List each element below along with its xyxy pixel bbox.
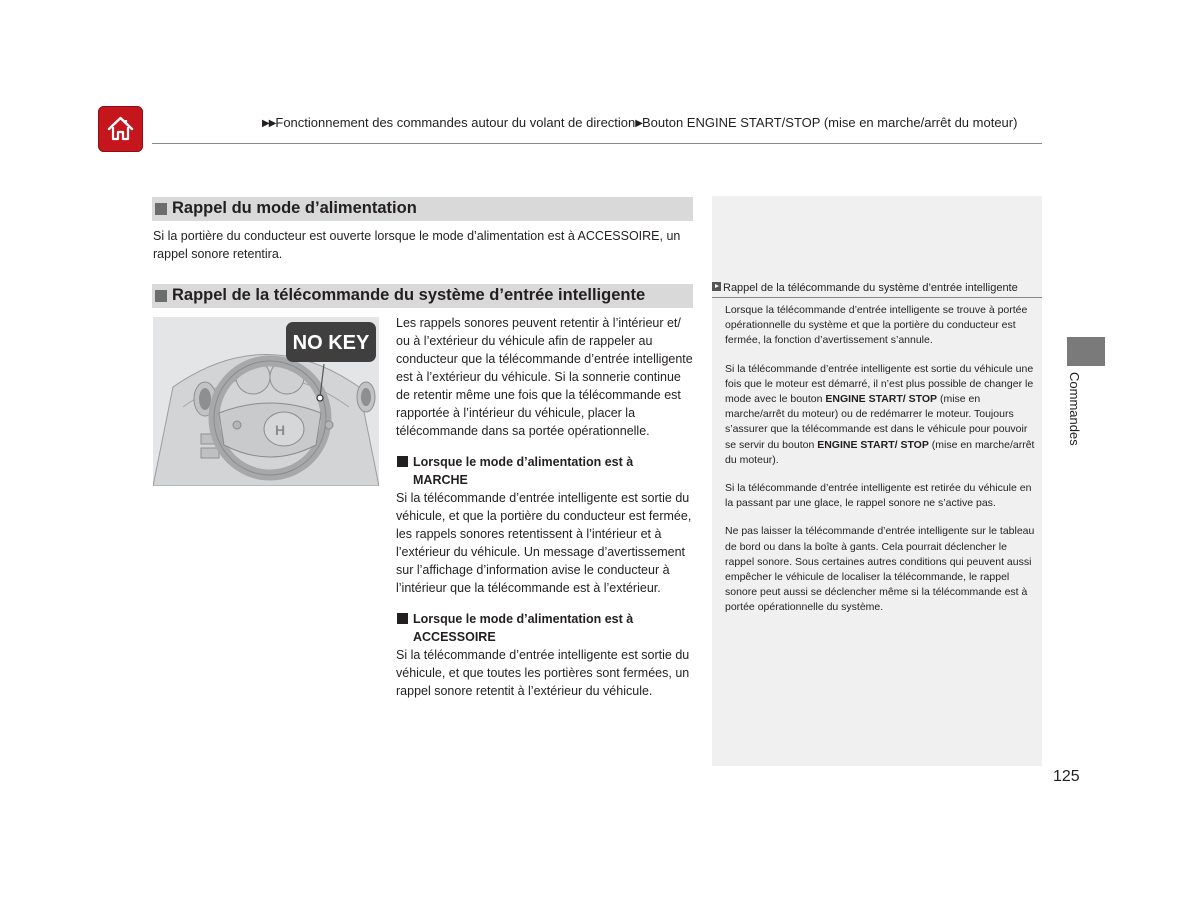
subsection-title-line1: Lorsque le mode d’alimentation est à [413,455,634,469]
square-bullet-icon [155,203,167,215]
section-paragraph: Les rappels sonores peuvent retentir à l’intérieur et/ ou à l’extérieur du véhicule afin de rappeler au conducteur que la télécommande d’entrée intelligente est à l’extérieur du véhicule. Si la sonnerie continue de retentir même une fois que la télécommande est rapportée à l’intérieur du véhicule, placer la télécommande dans sa portée opérationnelle. [396,316,693,438]
chapter-tab-label[interactable] [1062,372,1086,452]
sidebar-title-text: Rappel de la télécommande du système d’entrée intelligente [723,282,1018,294]
sidebar-body [725,303,1035,629]
sidebar-paragraph: Lorsque la télécommande d’entrée intelligente se trouve à portée opérationnelle du système et que la portière du conducteur est fermée, la fonction d’avertissement s’annule. [725,304,1028,347]
subsection-title-line2: MARCHE [413,473,468,487]
subsection-paragraph: Si la télécommande d’entrée intelligente est sortie du véhicule, et que toutes les portières sont fermées, un rappel sonore retentit à l’extérieur du véhicule. [396,648,690,698]
arrow-icon: ▶ [635,118,642,129]
home-button[interactable] [98,106,143,152]
sidebar-text: Si la télécommande d’entrée intelligente est sortie du véhicule une fois que le moteur est démarré, il n’est plus possible de changer le mode avec le bouton [725,362,1034,406]
sidebar-bold-text: ENGINE START/ STOP [817,438,929,451]
breadcrumb [262,115,1042,130]
square-bullet-icon [397,613,408,624]
breadcrumb-link-2[interactable]: Bouton ENGINE START/STOP (mise en marche/arrêt du moteur) [641,115,1018,130]
sidebar-paragraph: Ne pas laisser la télécommande d’entrée intelligente sur le tableau de bord ou dans la boîte à gants. Cela pourrait déclencher le rappel sonore. Sous certaines autres conditions qui peuvent aussi empêcher le véhicule de localiser la télécommande, le rappel sonore peut aussi se déclencher même si la télécommande est à portée opérationnelle du système. [725,525,1035,614]
page-number: 125 [1053,768,1080,785]
header-divider [152,143,1042,144]
section-title: Rappel du mode d’alimentation [172,199,417,217]
chapter-tab-marker[interactable] [1067,337,1105,366]
square-bullet-icon [397,456,408,467]
section-paragraph: Si la portière du conducteur est ouverte lorsque le mode d’alimentation est à ACCESSOIRE, un rappel sonore retentira. [153,229,681,261]
section-column [396,314,696,700]
section-title: Rappel de la télécommande du système d’entrée intelligente [172,286,646,304]
sidebar-bold-text: ENGINE START/ STOP [825,393,938,406]
home-icon [106,114,135,143]
subsection-title-line1: Lorsque le mode d’alimentation est à [413,612,634,626]
steering-wheel-illustration [153,317,379,486]
arrow-icon: ▶▶ [262,118,276,129]
section-heading [152,284,693,308]
subsection-heading [396,453,696,489]
arrow-icon [712,282,721,291]
sidebar-text: (mise en marche/arrêt du moteur). [725,438,1035,466]
svg-text:H: H [275,422,286,438]
sidebar-paragraph: Si la télécommande d’entrée intelligente est retirée du véhicule en la passant par une glace, le rappel sonore ne s’active pas. [725,482,1032,510]
subsection-heading [396,610,696,646]
sidebar-divider [712,297,1042,298]
chapter-tab-text: Commandes [1067,372,1082,446]
sidebar-paragraph [725,362,1035,468]
square-bullet-icon [155,290,167,302]
sidebar-title [712,282,1042,294]
section-heading [152,197,693,221]
no-key-label: NO KEY [292,332,370,354]
subsection-paragraph: Si la télécommande d’entrée intelligente est sortie du véhicule, et que la portière du conducteur est fermée, les rappels sonores retentissent à l’intérieur et à l’extérieur du véhicule. Un message d’avertissement sur l’affichage d’information avise le conducteur à l’intérieur que la télécommande est à l’extérieur. [396,491,692,595]
subsection-title-line2: ACCESSOIRE [413,630,496,644]
breadcrumb-link-1[interactable]: Fonctionnement des commandes autour du volant de direction [275,115,636,130]
sidebar-text: (mise en marche/arrêt du moteur) ou de redémarrer le moteur. Toujours s’assurer que la télécommande est dans le véhicule pour pouvoir se servir du bouton [725,393,1028,451]
